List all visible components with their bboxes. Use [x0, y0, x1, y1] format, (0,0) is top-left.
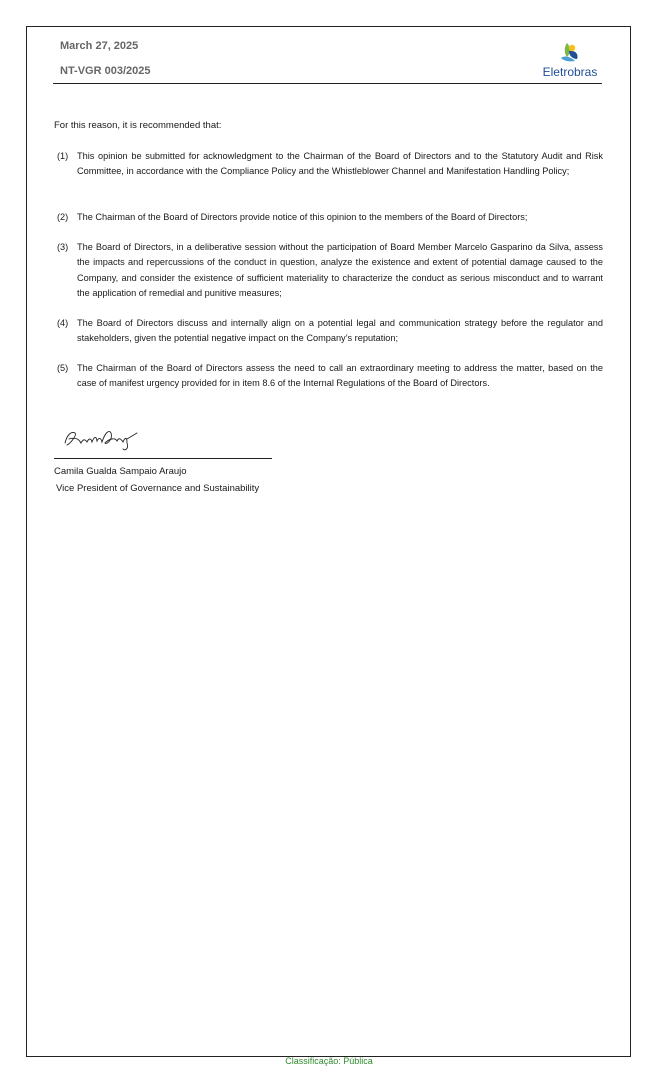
header-divider — [53, 83, 602, 84]
signatory-title: Vice President of Governance and Sustainability — [56, 483, 260, 494]
classification-footer: Classificação: Pública — [285, 1056, 373, 1066]
logo-text: Eletrobras — [542, 65, 598, 79]
document-date: March 27, 2025 — [60, 40, 139, 52]
recommendation-item — [57, 361, 603, 392]
signature-line — [54, 458, 272, 459]
item-text: The Chairman of the Board of Directors assess the need to call an extraordinary meeting to address the matter, based on the case of manifest urgency provided for in item 8.6 of the Internal Regulations of the Board of Directors. — [77, 363, 603, 389]
item-number: (3) — [57, 242, 69, 252]
intro-paragraph: For this reason, it is recommended that: — [54, 120, 222, 131]
item-number: (4) — [57, 318, 69, 328]
document-page — [26, 26, 631, 1057]
eletrobras-leaf-icon — [555, 41, 585, 65]
recommendation-item — [57, 240, 603, 301]
recommendation-item — [57, 210, 603, 225]
item-text: The Chairman of the Board of Directors provide notice of this opinion to the members of the Board of Directors; — [77, 212, 528, 222]
item-number: (1) — [57, 151, 69, 161]
handwritten-signature — [61, 425, 143, 453]
recommendation-item — [57, 149, 603, 180]
eletrobras-logo — [537, 41, 603, 81]
item-number: (5) — [57, 363, 69, 373]
item-text: The Board of Directors, in a deliberative session without the participation of Board Member Marcelo Gasparino da Silva, assess the impacts and repercussions of the conduct in question, analyze the existence and extent of potential damage caused to the Company, and consider the existence of sufficient materiality to characterize the conduct as serious misconduct and to warrant the application of remedial and punitive measures; — [77, 242, 603, 298]
item-text: This opinion be submitted for acknowledgment to the Chairman of the Board of Directors and to the Statutory Audit and Risk Committee, in accordance with the Compliance Policy and the Whistleblower Channel and Manifestation Handling Policy; — [77, 151, 603, 177]
recommendation-item — [57, 316, 603, 347]
item-number: (2) — [57, 212, 69, 222]
signatory-name: Camila Gualda Sampaio Araujo — [54, 466, 187, 477]
item-text: The Board of Directors discuss and internally align on a potential legal and communication strategy before the regulator and stakeholders, given the potential negative impact on the Company’s reputation; — [77, 318, 603, 344]
document-reference: NT-VGR 003/2025 — [60, 65, 151, 77]
